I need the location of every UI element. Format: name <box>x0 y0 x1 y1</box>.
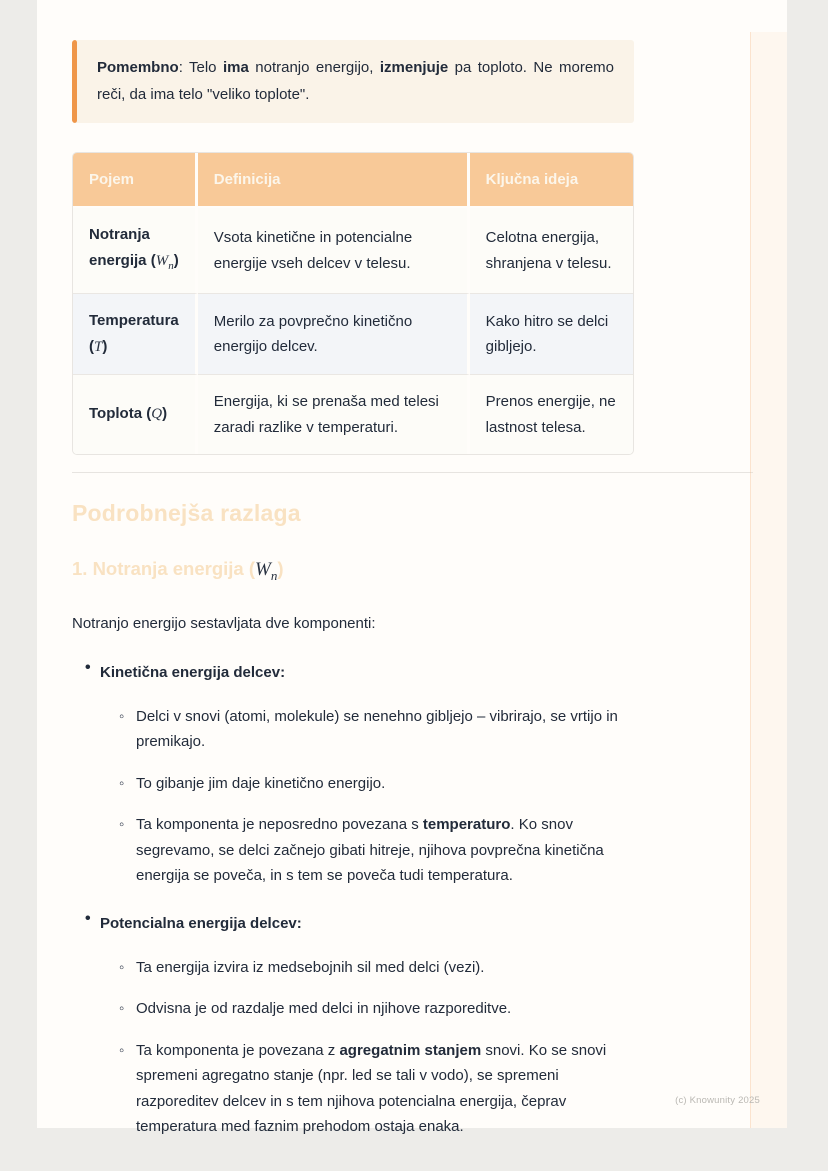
page-edge-shadow <box>750 32 787 1128</box>
term-cell: Notranja energija $(W_n)$ <box>73 208 198 293</box>
explanation-section <box>72 500 638 1140</box>
list-item-kineticna-energija <box>72 660 638 889</box>
document-page <box>37 0 787 1136</box>
sub-list-item: ◦ Ta komponenta je neposredno povezana s temperaturo. Ko snov segrevamo, se delci začnejo gibati hitreje, njihova povprečna kinetična energija se poveča, in s tem se poveča tudi temperatura. <box>100 812 638 889</box>
sub-list-item: ◦ Ta energija izvira iz medsebojnih sil med delci (vezi). <box>100 955 638 981</box>
definition-cell: Energija, ki se prenaša med telesi zaradi razlike v temperaturi. <box>198 374 470 454</box>
list-item-potencialna-energija <box>72 911 638 1140</box>
sub-list <box>100 704 638 889</box>
table-header-definicija: Definicija <box>198 153 470 208</box>
term-cell: Temperatura (T) <box>73 293 198 374</box>
component-list <box>72 660 638 1140</box>
idea-cell: Celotna energija, shranjena v telesu. <box>470 208 633 293</box>
sub-list-item: ◦ Delci v snovi (atomi, molekule) se nenehno gibljejo – vibrirajo, se vrtijo in premikajo. <box>100 704 638 755</box>
definition-cell: Vsota kinetične in potencialne energije vseh delcev v telesu. <box>198 208 470 293</box>
sub-list-item: ◦ Odvisna je od razdalje med delci in njihove razporeditve. <box>100 996 638 1022</box>
bullet-title: • Potencialna energija delcev: <box>100 914 302 932</box>
section-heading-podrobnejsa-razlaga: Podrobnejša razlaga <box>72 500 301 526</box>
concepts-table <box>72 152 634 455</box>
table-row-toplota <box>73 374 633 454</box>
definition-cell: Merilo za povprečno kinetično energijo delcev. <box>198 293 470 374</box>
document-content <box>72 40 638 455</box>
important-callout <box>72 40 634 123</box>
intro-paragraph: Notranjo energijo sestavljata dve komponenti: <box>72 614 376 632</box>
table-row-notranja-energija <box>73 208 633 293</box>
callout-text: Pomembno: Telo ima notranjo energijo, izmenjuje pa toploto. Ne moremo reči, da ima telo "veliko toplote". <box>97 59 615 103</box>
sub-list <box>100 955 638 1140</box>
table-header-kljucna-ideja: Ključna ideja <box>470 153 633 208</box>
table-row-temperatura <box>73 293 633 374</box>
subsection-heading-notranja-energija: 1. Notranja energija $(W_n)$ <box>72 558 284 583</box>
copyright-footer: (c) Knowunity 2025 <box>675 1095 760 1106</box>
table-header-pojem: Pojem <box>73 153 198 208</box>
idea-cell: Kako hitro se delci gibljejo. <box>470 293 633 374</box>
sub-list-item: ◦ Ta komponenta je povezana z agregatnim stanjem snovi. Ko se snovi spremeni agregatno stanje (npr. led se tali v vodo), se spremeni razporeditev delcev in s tem njihova potencialna energija, čeprav temperatura med faznim prehodom ostaja enaka. <box>100 1038 638 1140</box>
sub-list-item: ◦ To gibanje jim daje kinetično energijo. <box>100 771 638 797</box>
term-cell: Toplota (Q) <box>73 374 198 454</box>
table-header-row <box>73 153 633 208</box>
bullet-title: • Kinetična energija delcev: <box>100 663 286 681</box>
idea-cell: Prenos energije, ne lastnost telesa. <box>470 374 633 454</box>
section-divider <box>72 472 753 473</box>
